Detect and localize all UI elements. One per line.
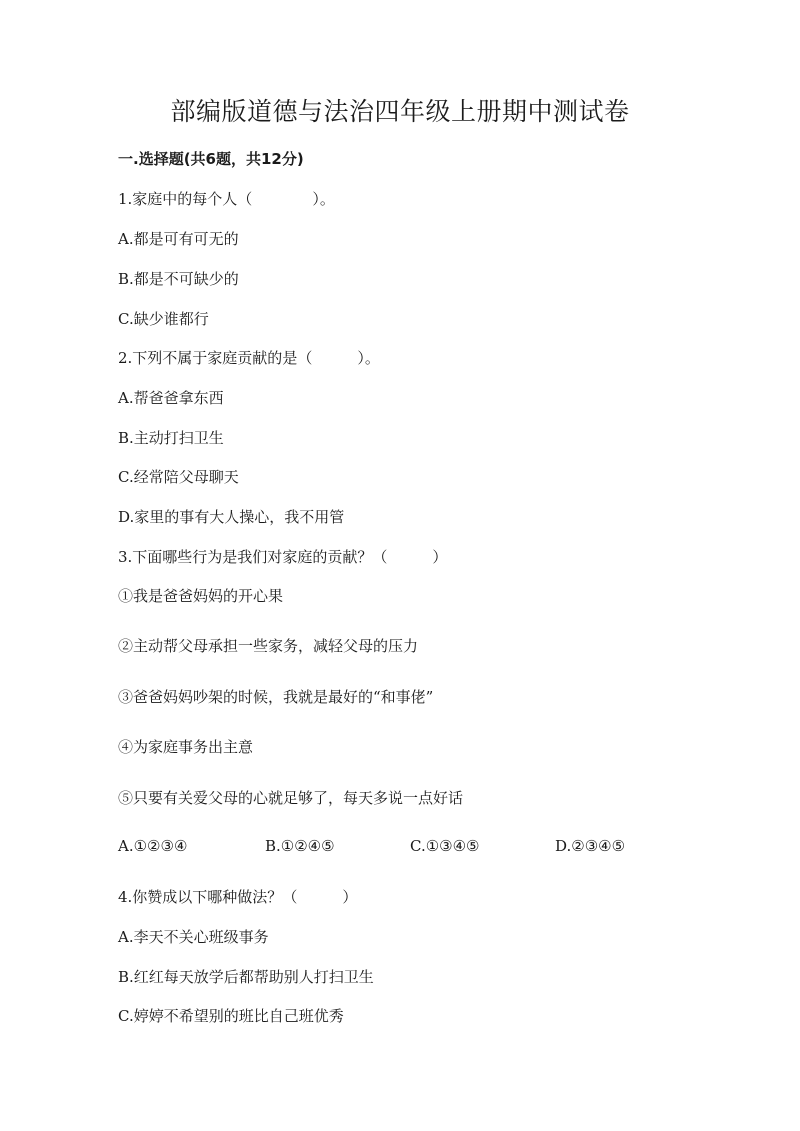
question-2-stem: 2.下列不属于家庭贡献的是（ ）。	[118, 349, 380, 367]
question-1-stem: 1.家庭中的每个人（ ）。	[118, 190, 335, 208]
question-4-option-c: C.婷婷不希望别的班比自己班优秀	[118, 1007, 344, 1025]
question-3-stem: 3.下面哪些行为是我们对家庭的贡献？（ ）	[118, 548, 448, 566]
question-3-option-b: B.①②④⑤	[265, 837, 335, 855]
question-1-option-c: C.缺少谁都行	[118, 310, 209, 328]
question-3-statement-5: ⑤只要有关爱父母的心就足够了，每天多说一点好话	[118, 789, 464, 807]
question-4-option-a: A.李天不关心班级事务	[118, 928, 269, 946]
page-title: 部编版道德与法治四年级上册期中测试卷	[170, 97, 630, 126]
section-heading: 一.选择题(共6题，共12分)	[118, 150, 304, 168]
question-4-option-b: B.红红每天放学后都帮助别人打扫卫生	[118, 968, 374, 986]
question-3-statement-3: ③爸爸妈妈吵架的时候，我就是最好的“和事佬”	[118, 688, 434, 706]
question-3-option-a: A.①②③④	[118, 837, 188, 855]
question-2-option-c: C.经常陪父母聊天	[118, 468, 239, 486]
question-3-statement-1: ①我是爸爸妈妈的开心果	[118, 587, 284, 605]
question-3-option-d: D.②③④⑤	[555, 837, 626, 855]
question-2-option-a: A.帮爸爸拿东西	[118, 389, 224, 407]
question-3-statement-2: ②主动帮父母承担一些家务，减轻父母的压力	[118, 637, 419, 655]
question-1-option-a: A.都是可有可无的	[118, 230, 239, 248]
question-4-stem: 4.你赞成以下哪种做法？（ ）	[118, 888, 358, 906]
question-2-option-b: B.主动打扫卫生	[118, 429, 224, 447]
question-1-option-b: B.都是不可缺少的	[118, 270, 239, 288]
question-3-statement-4: ④为家庭事务出主意	[118, 738, 254, 756]
question-2-option-d: D.家里的事有大人操心，我不用管	[118, 508, 345, 526]
question-3-option-c: C.①③④⑤	[410, 837, 480, 855]
